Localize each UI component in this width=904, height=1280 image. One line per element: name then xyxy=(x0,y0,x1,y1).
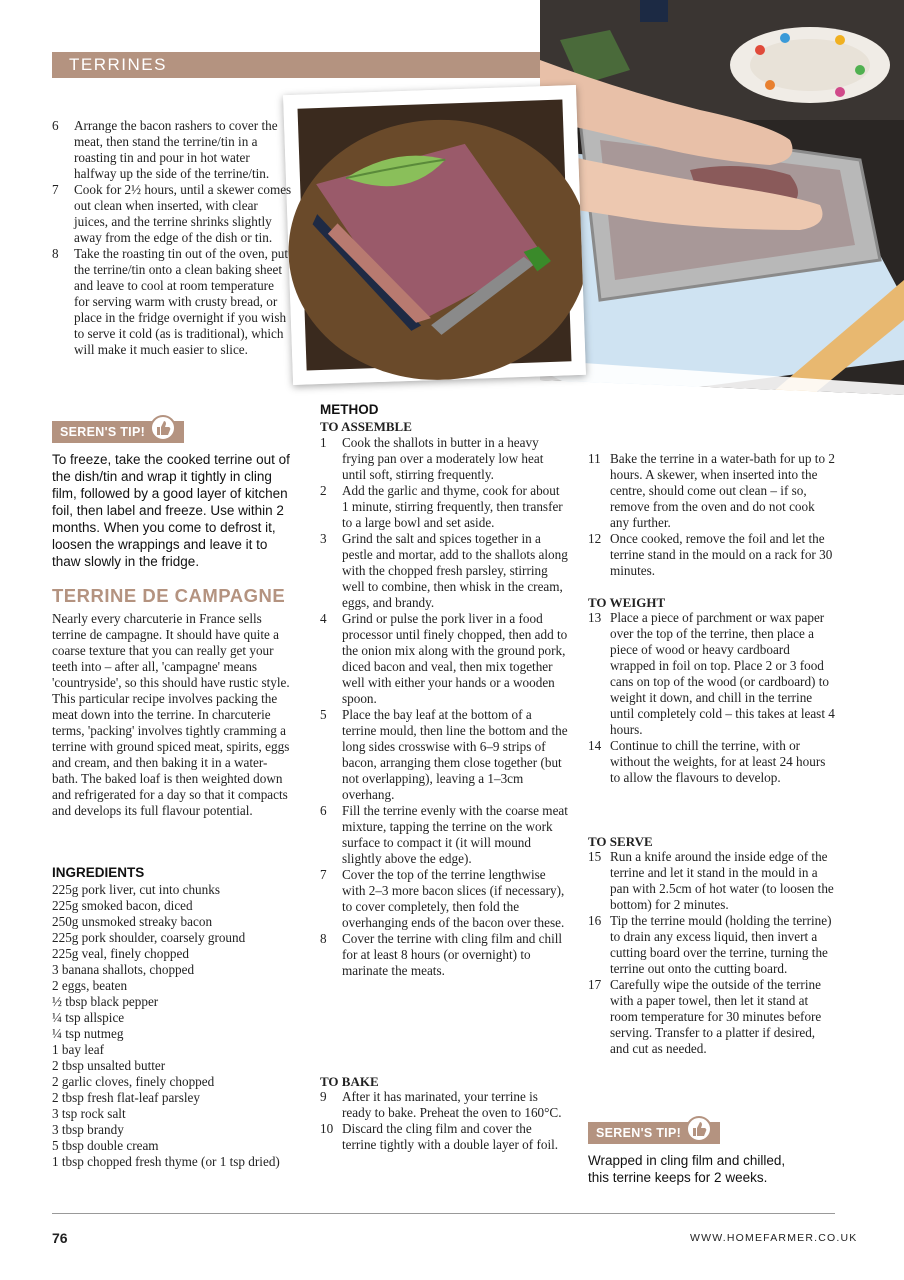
step-number: 13 xyxy=(588,610,602,625)
tip-text: To freeze, take the cooked terrine out of the dish/tin and wrap it tightly in cling film, followed by a good layer of kitchen foil, then label and freeze. Use within 2 months. When you come to defrost it, loosen the wrappings and leave it to thaw slowly in the fridge. xyxy=(52,452,290,569)
tip-label: SEREN'S TIP! xyxy=(596,1126,682,1140)
step-text: Bake the terrine in a water-bath for up to 2 hours. A skewer, when inserted into the centre, should come out clean – if so, remove from the oven and do not cook any further. xyxy=(610,451,835,530)
list-item: 1 bay leaf xyxy=(52,1042,104,1057)
step-number: 10 xyxy=(320,1121,334,1136)
step-number: 2 xyxy=(320,483,327,498)
step-text: Fill the terrine evenly with the coarse meat mixture, tapping the terrine on the work surface to compact it (it will mound slightly above the edge). xyxy=(342,803,568,866)
recipe-title: TERRINE DE CAMPAGNE xyxy=(52,585,286,606)
step-number: 1 xyxy=(320,435,327,450)
step-number: 14 xyxy=(588,738,602,753)
step-text: Discard the cling film and cover the terrine tightly with a double layer of foil. xyxy=(342,1121,559,1152)
step-number: 7 xyxy=(320,867,327,882)
step-text: Once cooked, remove the foil and let the terrine stand in the mould on a rack for 30 minutes. xyxy=(610,531,833,578)
list-item xyxy=(320,611,568,707)
assemble-heading: TO ASSEMBLE xyxy=(320,419,412,434)
ingredients-list xyxy=(52,882,292,1170)
list-item xyxy=(320,803,568,867)
step-text: Grind or pulse the pork liver in a food processor until finely chopped, then add to the onion mix along with the ground pork, diced bacon and veal, then mix together well with either your hands or a wooden spoon. xyxy=(342,611,568,706)
step-number: 6 xyxy=(320,803,327,818)
page-number: 76 xyxy=(52,1230,68,1246)
list-item: 3 tsp rock salt xyxy=(52,1106,126,1121)
list-item: 2 tbsp unsalted butter xyxy=(52,1058,166,1073)
step-text: Cover the terrine with cling film and chill for at least 8 hours (or overnight) to marinate the meats. xyxy=(342,931,563,978)
list-item xyxy=(588,610,836,738)
list-item xyxy=(320,1121,568,1153)
recipe-intro: Nearly every charcuterie in France sells terrine de campagne. It should have quite a coarse texture that you can really get your teeth into – after all, 'campagne' means 'countryside', so this should have rustic style. This particular recipe involves packing the meat down into the terrine. In charcuterie terms, 'packing' involves tightly cramming a terrine with ground spiced meat, spirits, eggs and cream, and then baking it in a water-bath. The baked loaf is then weighted down and refrigerated for a day so that it compacts and develops its full flavour potential. xyxy=(52,611,290,818)
list-item xyxy=(52,182,292,246)
step-text: Add the garlic and thyme, cook for about 1 minute, stirring frequently, then transfer to a large bowl and set aside. xyxy=(342,483,563,530)
list-item xyxy=(588,531,836,579)
step-number: 12 xyxy=(588,531,602,546)
section-header-bar xyxy=(52,52,612,78)
step-text: Tip the terrine mould (holding the terrine) to drain any excess liquid, then invert a cutting board over the terrine, turning the terrine out onto the cutting board. xyxy=(610,913,832,976)
list-item: 1 tbsp chopped fresh thyme (or 1 tsp dried) xyxy=(52,1154,280,1169)
step-number: 8 xyxy=(320,931,327,946)
weight-heading: TO WEIGHT xyxy=(588,595,666,610)
step-text: Grind the salt and spices together in a pestle and mortar, add to the shallots along with the chopped fresh parsley, stirring well to combine, then whisk in the cream, eggs, and brandy. xyxy=(342,531,568,610)
list-item xyxy=(320,435,568,483)
left-steps-list xyxy=(52,118,292,358)
photo-meat-bayleaf-frame xyxy=(283,85,586,385)
tip-badge-2 xyxy=(588,1122,720,1144)
tip-badge xyxy=(52,421,184,443)
serve-heading: TO SERVE xyxy=(588,834,653,849)
step-text: Cover the top of the terrine lengthwise with 2–3 more bacon slices (if necessary), to cover completely, then fold the overhanging ends of the bacon over these. xyxy=(342,867,565,930)
bake-steps-list-continued xyxy=(588,451,836,579)
step-number: 15 xyxy=(588,849,602,864)
list-item: 2 garlic cloves, finely chopped xyxy=(52,1074,215,1089)
list-item xyxy=(588,738,836,786)
method-heading: METHOD xyxy=(320,402,379,417)
weight-steps-list xyxy=(588,610,836,786)
website-url: WWW.HOMEFARMER.CO.UK xyxy=(690,1232,858,1244)
step-number: 9 xyxy=(320,1089,327,1104)
list-item: 2 tbsp fresh flat-leaf parsley xyxy=(52,1090,200,1105)
list-item xyxy=(52,118,292,182)
list-item: ½ tbsp black pepper xyxy=(52,994,159,1009)
list-item: 225g pork shoulder, coarsely ground xyxy=(52,930,246,945)
step-number: 16 xyxy=(588,913,602,928)
ingredients-heading: INGREDIENTS xyxy=(52,865,145,880)
bake-steps-list xyxy=(320,1089,568,1153)
list-item xyxy=(588,977,836,1057)
step-number: 17 xyxy=(588,977,602,992)
tip-text-2: Wrapped in cling film and chilled, this terrine keeps for 2 weeks. xyxy=(588,1153,786,1185)
step-number: 4 xyxy=(320,611,327,626)
list-item: 225g veal, finely chopped xyxy=(52,946,189,961)
step-number: 8 xyxy=(52,246,59,261)
thumbs-up-icon xyxy=(150,415,176,448)
list-item: 5 tbsp double cream xyxy=(52,1138,159,1153)
list-item: 3 tbsp brandy xyxy=(52,1122,124,1137)
list-item xyxy=(588,849,836,913)
list-item xyxy=(588,913,836,977)
step-text: Cook for 2½ hours, until a skewer comes out clean when inserted, with clear juices, and the terrine shrinks slightly away from the edge of the dish or tin. xyxy=(74,182,292,245)
step-text: Run a knife around the inside edge of the terrine and let it stand in the mould in a pan with 2.5cm of hot water (to loosen the bottom) for 2 minutes. xyxy=(610,849,834,912)
list-item: 3 banana shallots, chopped xyxy=(52,962,195,977)
step-number: 11 xyxy=(588,451,601,466)
step-text: Arrange the bacon rashers to cover the meat, then stand the terrine/tin in a roasting tin and pour in hot water halfway up the side of the terrine/tin. xyxy=(74,118,278,181)
step-text: Cook the shallots in butter in a heavy frying pan over a moderately low heat until soft, stirring frequently. xyxy=(342,435,544,482)
list-item: ¼ tsp allspice xyxy=(52,1010,125,1025)
bake-heading: TO BAKE xyxy=(320,1074,379,1089)
footer-divider xyxy=(52,1213,835,1214)
list-item xyxy=(320,531,568,611)
photo-meat-bayleaf-image xyxy=(283,85,586,385)
tip-label: SEREN'S TIP! xyxy=(60,425,146,439)
step-number: 7 xyxy=(52,182,59,197)
step-text: Place the bay leaf at the bottom of a terrine mould, then line the bottom and the long sides crosswise with 6–9 strips of bacon, arranging them close together (but not overlapping), leaving a 1–3cm overhang. xyxy=(342,707,568,802)
step-text: Take the roasting tin out of the oven, put the terrine/tin onto a clean baking sheet and leave to cool at room temperature for serving warm with crusty bread, or place in the fridge overnight if you wish to serve it cold (as is traditional), which will make it much easier to slice. xyxy=(74,246,289,357)
photo-hands-terrine-image xyxy=(540,0,904,430)
serve-steps-list xyxy=(588,849,836,1057)
list-item: 250g unsmoked streaky bacon xyxy=(52,914,213,929)
list-item: 2 eggs, beaten xyxy=(52,978,128,993)
thumbs-up-icon xyxy=(686,1116,712,1149)
list-item xyxy=(320,483,568,531)
list-item: ¼ tsp nutmeg xyxy=(52,1026,124,1041)
step-text: Place a piece of parchment or wax paper over the top of the terrine, then place a piece of wood or heavy cardboard wrapped in foil on top. Place 2 or 3 food cans on top of the wood (or cardboard) to weight it down, and chill in the terrine until completely cold – this takes at least 4 hours. xyxy=(610,610,835,737)
step-number: 3 xyxy=(320,531,327,546)
list-item xyxy=(320,931,568,979)
list-item xyxy=(320,707,568,803)
photo-hands-terrine xyxy=(540,0,904,430)
step-text: Carefully wipe the outside of the terrine with a paper towel, then let it stand at room temperature for 30 minutes before serving. Transfer to a platter if desired, and cut as needed. xyxy=(610,977,822,1056)
list-item: 225g pork liver, cut into chunks xyxy=(52,882,220,897)
list-item xyxy=(320,1089,568,1121)
step-number: 5 xyxy=(320,707,327,722)
list-item xyxy=(320,867,568,931)
list-item xyxy=(588,451,836,531)
step-text: Continue to chill the terrine, with or without the weights, for at least 24 hours to allow the flavours to develop. xyxy=(610,738,826,785)
section-title: TERRINES xyxy=(69,55,167,74)
list-item: 225g smoked bacon, diced xyxy=(52,898,193,913)
list-item xyxy=(52,246,292,358)
step-text: After it has marinated, your terrine is ready to bake. Preheat the oven to 160°C. xyxy=(342,1089,562,1120)
step-number: 6 xyxy=(52,118,59,133)
assemble-steps-list xyxy=(320,435,568,979)
